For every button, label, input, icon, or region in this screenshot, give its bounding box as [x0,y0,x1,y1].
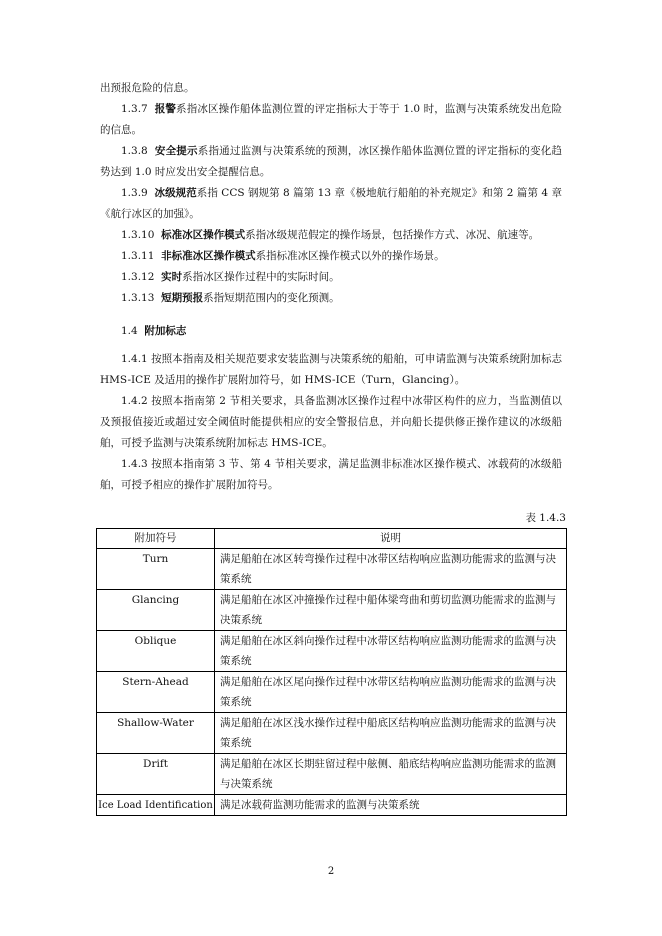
description-cell: 满足船舶在冰区长期驻留过程中舷侧、船底结构响应监测功能需求的监测与决策系统 [215,754,567,795]
notation-cell: Glancing [97,590,215,631]
notation-cell: Turn [97,549,215,590]
notation-table [96,528,567,816]
column-header-description: 说明 [215,529,567,549]
notation-cell: Oblique [97,631,215,672]
table-row [97,754,567,795]
paragraph-1-3-7 [100,99,562,141]
section-title: 附加标志 [144,325,187,337]
clause-number: 1.3.13 [121,292,155,304]
notation-cell: Shallow-Water [97,713,215,754]
paragraph-text: 系指通过监测与决策系统的预测，冰区操作船体监测位置的评定指标的变化趋势达到 1.0 时应发出安全提醒信息。 [100,145,563,178]
section-body [100,349,562,496]
notation-cell: Drift [97,754,215,795]
paragraph-text: 系指 CCS 钢规第 8 篇第 13 章《极地航行船舶的补充规定》和第 2 篇第 4 章《航行冰区的加强》。 [100,187,562,220]
clause-number: 1.3.9 [121,187,148,199]
table-row [97,631,567,672]
clause-number: 1.3.12 [121,271,155,283]
paragraph-1-4-2: 1.4.2 按照本指南第 2 节相关要求，具备监测冰区操作过程中冰带区构件的应力，当监测值以及预报值接近或超过安全阈值时能提供相应的安全警报信息，并向船长提供修正操作建议的冰级船舶，可授予监测与决策系统附加标志 HMS-ICE。 [100,395,562,449]
column-header-notation: 附加符号 [97,529,215,549]
description-cell: 满足船舶在冰区尾向操作过程中冰带区结构响应监测功能需求的监测与决策系统 [215,672,567,713]
section-heading [121,323,186,338]
description-cell: 满足船舶在冰区转弯操作过程中冰带区结构响应监测功能需求的监测与决策系统 [215,549,567,590]
table-caption: 表 1.4.3 [525,512,566,524]
paragraph-1-3-8 [100,141,562,183]
section-number: 1.4 [121,325,138,337]
table-row [97,795,567,816]
paragraph-text: 出预报危险的信息。 [100,82,195,94]
definitions-block [100,78,562,309]
paragraph-1-4-3: 1.4.3 按照本指南第 3 节、第 4 节相关要求，满足监测非标准冰区操作模式、冰载荷的冰级船舶，可授予相应的操作扩展附加符号。 [100,458,562,491]
paragraph-1-4-1: 1.4.1 按照本指南及相关规范要求安装监测与决策系统的船舶，可申请监测与决策系统附加标志 HMS-ICE 及适用的操作扩展附加符号，如 HMS-ICE（Turn，Glancing）。 [100,353,562,386]
description-cell: 满足船舶在冰区冲撞操作过程中船体梁弯曲和剪切监测功能需求的监测与决策系统 [215,590,567,631]
table-row [97,549,567,590]
description-cell: 满足船舶在冰区斜向操作过程中冰带区结构响应监测功能需求的监测与决策系统 [215,631,567,672]
table-header-row [97,529,567,549]
defined-term: 标准冰区操作模式 [161,229,246,241]
clause-number: 1.3.10 [121,229,155,241]
defined-term: 实时 [161,271,183,283]
notation-cell: Ice Load Identification [97,795,215,816]
defined-term: 报警 [154,103,177,115]
defined-term: 短期预报 [161,292,204,304]
table-row [97,672,567,713]
paragraph-1-3-11 [100,246,562,267]
table-row [97,590,567,631]
description-cell: 满足船舶在冰区浅水操作过程中船底区结构响应监测功能需求的监测与决策系统 [215,713,567,754]
clause-number: 1.3.8 [121,145,148,157]
defined-term: 安全提示 [154,145,198,157]
paragraph-text: 系指冰区操作船体监测位置的评定指标大于等于 1.0 时，监测与决策系统发出危险的信息。 [100,103,563,136]
table-row [97,713,567,754]
defined-term: 非标准冰区操作模式 [161,250,256,262]
paragraph-text: 系指标准冰区操作模式以外的操作场景。 [255,250,445,262]
paragraph-1-3-9 [100,183,562,225]
description-cell: 满足冰载荷监测功能需求的监测与决策系统 [215,795,567,816]
paragraph-text: 系指短期范围内的变化预测。 [203,292,340,304]
paragraph-continuation [100,78,562,99]
paragraph-1-3-13 [100,288,562,309]
defined-term: 冰级规范 [154,187,197,199]
paragraph-1-3-12 [100,267,562,288]
clause-number: 1.3.11 [121,250,155,262]
clause-number: 1.3.7 [121,103,148,115]
page-number: 2 [327,866,335,877]
paragraph-text: 系指冰级规范假定的操作场景，包括操作方式、冰况、航速等。 [245,229,540,241]
paragraph-text: 系指冰区操作过程中的实际时间。 [182,271,340,283]
notation-cell: Stern-Ahead [97,672,215,713]
paragraph-1-3-10 [100,225,562,246]
